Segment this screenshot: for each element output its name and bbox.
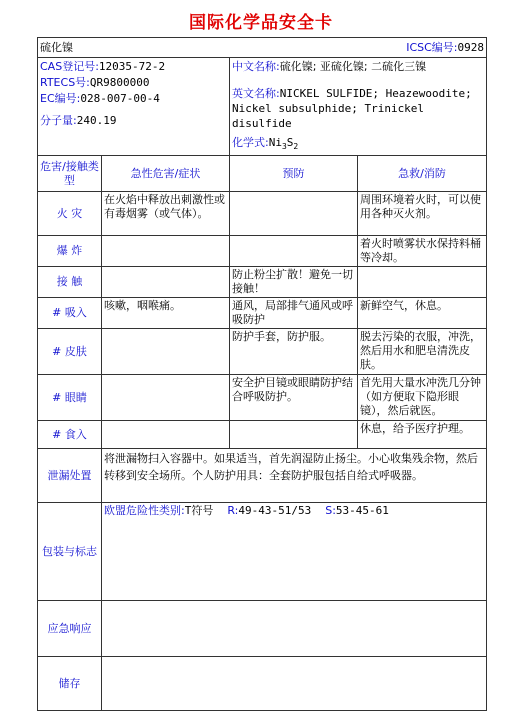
table-row <box>38 192 487 236</box>
row-prevention: 防护手套，防护服。 <box>230 329 358 375</box>
column-header-row <box>38 156 487 192</box>
packaging-row <box>38 503 487 601</box>
row-acute: 在火焰中释放出刺激性或有毒烟雾（或气体）。 <box>102 192 230 236</box>
row-type: # 皮肤 <box>38 329 102 375</box>
cas-value: 12035-72-2 <box>98 60 166 73</box>
storage-label: 储存 <box>38 657 102 711</box>
row-prevention <box>230 421 358 449</box>
header-row <box>38 38 487 58</box>
s-label: S: <box>325 504 336 518</box>
spill-label: 泄漏处置 <box>38 449 102 503</box>
row-acute <box>102 421 230 449</box>
chemical-name: 硫化镍 <box>38 38 230 58</box>
row-first-aid: 着火时喷雾状水保持料桶等冷却。 <box>358 236 487 267</box>
icsc-label: ICSC编号: <box>406 40 458 54</box>
mw-label: 分子量: <box>40 114 77 127</box>
cn-name-value: 硫化镍; 亚硫化镍; 二硫化三镍 <box>279 60 427 73</box>
row-prevention: 安全护目镜或眼睛防护结合呼吸防护。 <box>230 375 358 421</box>
storage-text <box>102 657 487 711</box>
table-row <box>38 298 487 329</box>
identifiers-row <box>38 58 487 156</box>
row-acute <box>102 375 230 421</box>
ec-label: EC编号: <box>40 92 81 105</box>
row-acute <box>102 329 230 375</box>
col-first-aid: 急救/消防 <box>358 156 487 192</box>
row-type: # 吸入 <box>38 298 102 329</box>
row-prevention: 通风，局部排气通风或呼吸防护 <box>230 298 358 329</box>
row-prevention <box>230 192 358 236</box>
storage-row <box>38 657 487 711</box>
rtecs-label: RTECS号: <box>40 76 90 89</box>
packaging-text <box>102 503 487 601</box>
row-first-aid <box>358 267 487 298</box>
icsc-value: 0928 <box>457 40 485 54</box>
row-type: # 食入 <box>38 421 102 449</box>
cas-line <box>40 59 227 75</box>
row-type: 爆 炸 <box>38 236 102 267</box>
en-name-value: NICKEL SULFIDE; Heazewoodite; Nickel subsulphide; Trinickel disulfide <box>232 87 472 130</box>
row-first-aid: 休息，给予医疗护理。 <box>358 421 487 449</box>
ec-line <box>40 91 227 107</box>
row-prevention <box>230 236 358 267</box>
emergency-text <box>102 601 487 657</box>
formula-value: $Ni_3S_2$ <box>268 136 299 152</box>
formula-line <box>232 135 484 154</box>
r-value: 49-43-51/53 <box>238 504 312 518</box>
rtecs-value: QR9800000 <box>89 76 150 89</box>
row-first-aid: 新鲜空气，休息。 <box>358 298 487 329</box>
en-name-line <box>232 86 484 131</box>
identifiers-cell <box>38 58 230 156</box>
table-row <box>38 421 487 449</box>
table-row <box>38 375 487 421</box>
col-acute: 急性危害/症状 <box>102 156 230 192</box>
cn-name-line <box>232 59 484 74</box>
row-type: 火 灾 <box>38 192 102 236</box>
table-row <box>38 267 487 298</box>
row-type: 接 触 <box>38 267 102 298</box>
eu-class-label: 欧盟危险性类别: <box>104 504 185 518</box>
row-acute: 咳嗽，咽喉痛。 <box>102 298 230 329</box>
mw-line <box>40 113 227 129</box>
spill-row <box>38 449 487 503</box>
row-acute <box>102 267 230 298</box>
row-acute <box>102 236 230 267</box>
row-first-aid: 脱去污染的衣服，冲洗，然后用水和肥皂清洗皮肤。 <box>358 329 487 375</box>
table-row <box>38 236 487 267</box>
formula-label: 化学式: <box>232 136 269 149</box>
col-hazard-type: 危害/接触类型 <box>38 156 102 192</box>
r-label: R: <box>227 504 239 518</box>
mw-value: 240.19 <box>76 114 117 127</box>
row-first-aid: 周围环境着火时，可以使用各种灭火剂。 <box>358 192 487 236</box>
names-cell <box>230 58 487 156</box>
emergency-label: 应急响应 <box>38 601 102 657</box>
icsc-number <box>230 38 487 58</box>
row-type: # 眼睛 <box>38 375 102 421</box>
ec-value: 028-007-00-4 <box>80 92 160 105</box>
table-row <box>38 329 487 375</box>
col-prevention: 预防 <box>230 156 358 192</box>
en-name-label: 英文名称: <box>232 87 280 100</box>
eu-class-value: T符号 <box>184 504 214 518</box>
card-title: 国际化学品安全卡 <box>189 13 333 33</box>
row-prevention: 防止粉尘扩散！避免一切接触！ <box>230 267 358 298</box>
rtecs-line <box>40 75 227 91</box>
cas-label: CAS登记号: <box>40 60 99 73</box>
spill-text: 将泄漏物扫入容器中。如果适当，首先润湿防止扬尘。小心收集残余物，然后转移到安全场所。个人防护用具：全套防护服包括自给式呼吸器。 <box>102 449 487 503</box>
cn-name-label: 中文名称: <box>232 60 280 73</box>
emergency-row <box>38 601 487 657</box>
packaging-label: 包装与标志 <box>38 503 102 601</box>
safety-card-table <box>37 37 487 711</box>
s-value: 53-45-61 <box>335 504 389 518</box>
row-first-aid: 首先用大量水冲洗几分钟（如方便取下隐形眼镜），然后就医。 <box>358 375 487 421</box>
